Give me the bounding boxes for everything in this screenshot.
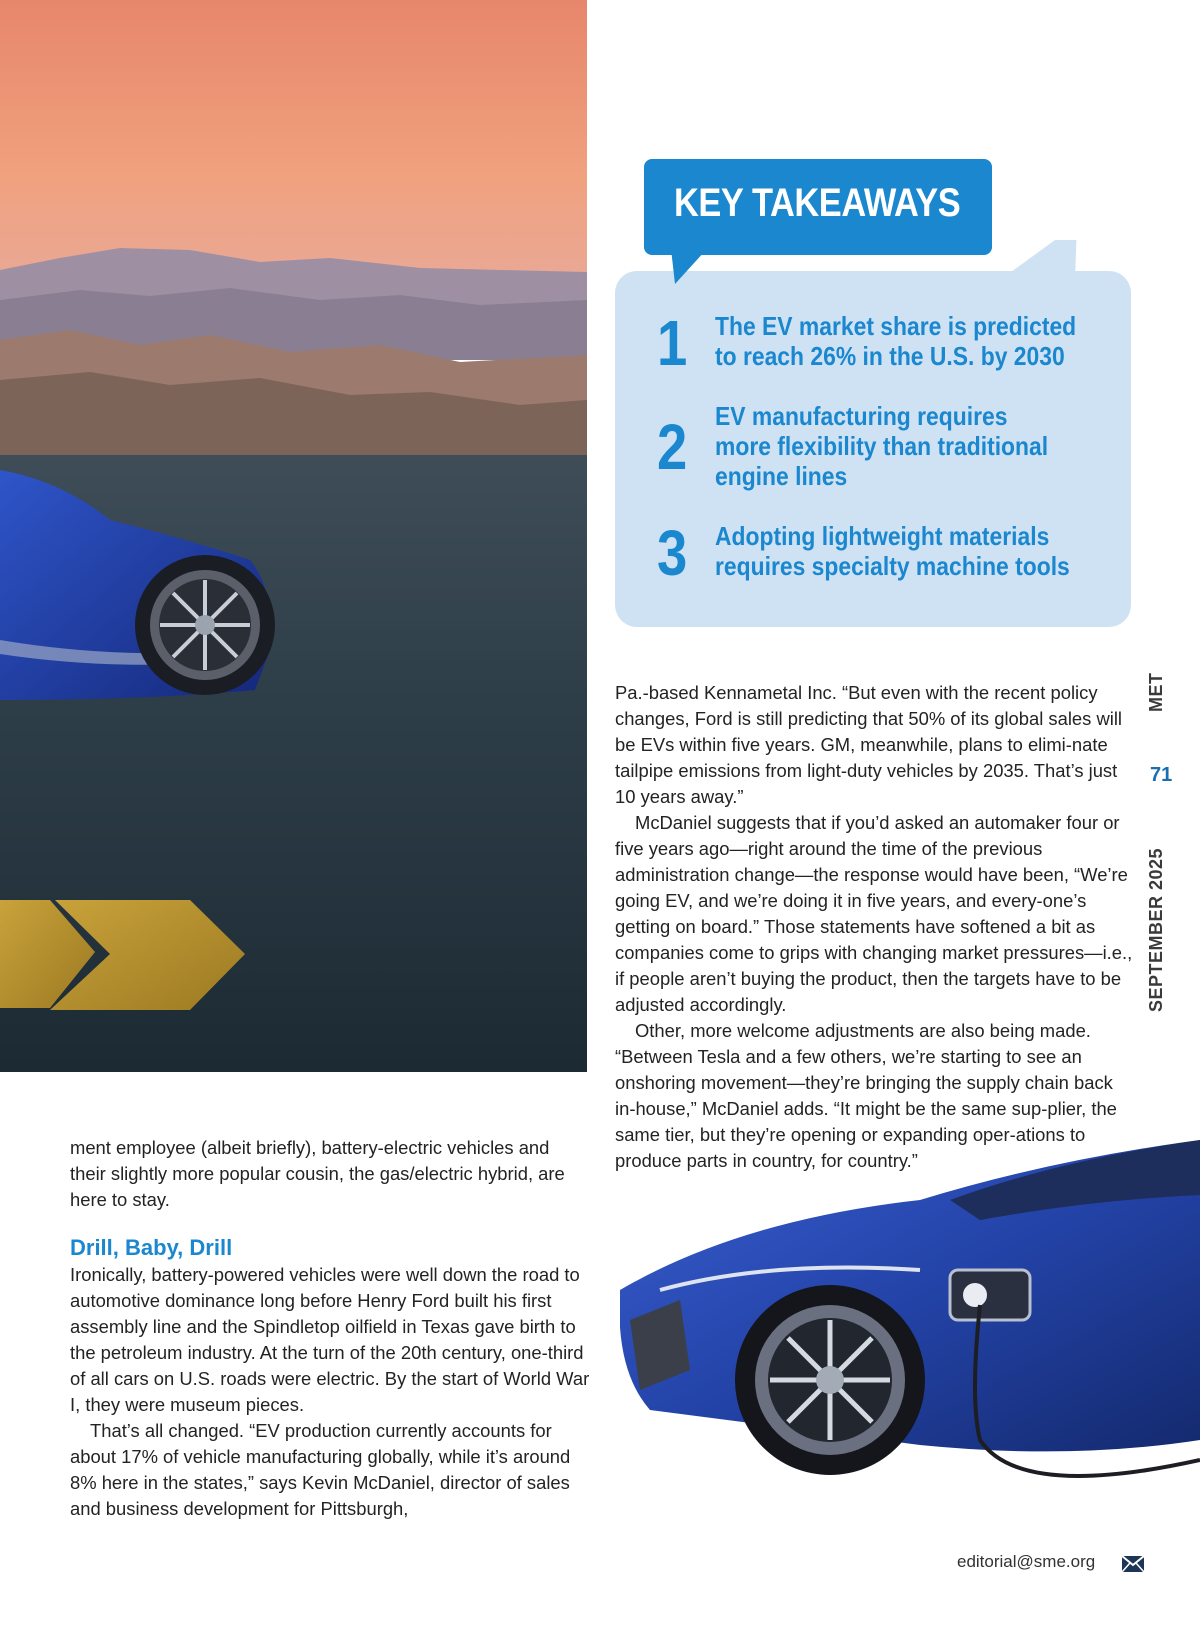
takeaway-text <box>715 521 1070 581</box>
takeaway-line: more flexibility than traditional <box>715 431 1049 461</box>
takeaway-line: requires specialty machine tools <box>715 551 1070 581</box>
article-column-left-top <box>70 1135 590 1213</box>
paragraph: Pa.-based Kennametal Inc. “But even with the recent policy changes, Ford is still predicting that 50% of its global sales will be EVs within five years. GM, meanwhile, plans to elimi-nate tailpipe emissions from light-duty vehicles by 2035. That’s just 10 years away.” <box>615 682 1123 807</box>
magazine-brand: MET <box>1146 672 1166 712</box>
paragraph: That’s all changed. “EV production currently accounts for about 17% of vehicle manufacturing globally, while it’s around 8% here in the states,” says Kevin McDaniel, director of sales and business development for Pittsburgh, <box>70 1420 571 1519</box>
footer-email[interactable]: editorial@sme.org <box>957 1552 1096 1571</box>
takeaway-line: Adopting lightweight materials <box>715 521 1050 551</box>
takeaway-number: 1 <box>657 307 688 379</box>
key-takeaways-title: KEY TAKEAWAYS <box>674 181 961 225</box>
takeaway-text <box>715 401 1067 491</box>
issue-date: SEPTEMBER 2025 <box>1146 847 1166 1012</box>
takeaway-text <box>715 311 1077 371</box>
takeaway-line: EV manufacturing requires <box>715 401 1008 431</box>
key-takeaways-panel <box>615 271 1131 627</box>
article-column-right <box>615 680 1135 1174</box>
takeaway-number: 3 <box>657 517 688 589</box>
section-subhead: Drill, Baby, Drill <box>70 1235 233 1260</box>
takeaway-line: The EV market share is predicted <box>715 311 1077 341</box>
page-number: 71 <box>1150 764 1173 786</box>
hero-car-photo <box>0 0 587 1072</box>
takeaway-line: engine lines <box>715 461 848 491</box>
paragraph: Ironically, battery-powered vehicles were well down the road to automotive dominance long before Henry Ford built his first assembly line and the Spindletop oilfield in Texas gave birth to the petroleum industry. At the turn of the 20th century, one-third of all cars on U.S. roads were electric. By the start of World War I, they were museum pieces. <box>70 1264 590 1415</box>
takeaway-number: 2 <box>657 411 688 483</box>
key-takeaways-header <box>644 159 992 255</box>
charging-car-photo <box>620 1140 1200 1520</box>
envelope-icon[interactable] <box>1122 1556 1144 1572</box>
paragraph: ment employee (albeit briefly), battery-electric vehicles and their slightly more popular cousin, the gas/electric hybrid, are here to stay. <box>70 1137 565 1210</box>
paragraph: Other, more welcome adjustments are also being made. “Between Tesla and a few others, we’re starting to see an onshoring movement—they’re bringing the supply chain back in-house,” McDaniel adds. “It might be the same sup-plier, the same tier, but they’re opening or expanding oper-ations to produce parts in country, for country.” <box>615 1020 1117 1171</box>
paragraph: McDaniel suggests that if you’d asked an automaker four or five years ago—right around the time of the previous administration change—the response would have been, “We’re going EV, and we’re doing it in five years, and every-one’s getting on board.” Those statements have softened a bit as companies come to grips with changing market pressures—i.e., if people aren’t buying the product, then the targets have to be adjusted accordingly. <box>615 812 1133 1015</box>
takeaway-line: to reach 26% in the U.S. by 2030 <box>715 341 1065 371</box>
article-column-left <box>70 1262 590 1522</box>
